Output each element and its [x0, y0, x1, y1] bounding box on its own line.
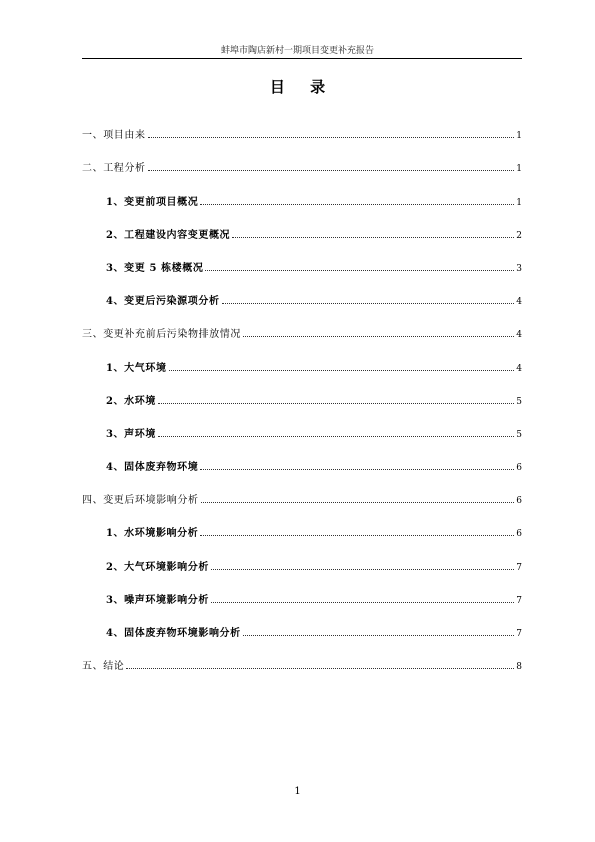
toc-entry-label: 1、大气环境	[106, 362, 167, 374]
toc-entry-page: 1	[516, 164, 522, 175]
toc-entry-page: 6	[516, 496, 522, 507]
running-header: 蚌埠市陶店新村一期项目变更补充报告	[220, 46, 374, 56]
toc-entry[interactable]	[82, 310, 522, 343]
toc-entry-label: 2、大气环境影响分析	[106, 561, 209, 573]
toc-entry-page: 2	[516, 230, 522, 241]
toc-entry-label: 4、固体废弃物环境	[106, 462, 199, 474]
dot-leader	[148, 137, 515, 138]
page-number: 1	[294, 786, 301, 797]
dot-leader	[243, 635, 515, 636]
toc-entry-label: 4、变更后污染源项分析	[106, 296, 220, 308]
toc-entry-page: 3	[516, 263, 522, 274]
dot-leader	[205, 270, 514, 271]
toc-entry-page: 4	[516, 330, 522, 341]
toc-entry-page: 6	[516, 463, 522, 474]
table-of-contents	[82, 111, 522, 675]
dot-leader	[201, 502, 515, 503]
toc-entry[interactable]	[82, 211, 522, 244]
dot-leader	[211, 569, 514, 570]
dot-leader	[200, 204, 514, 205]
dot-leader	[222, 303, 515, 304]
toc-entry[interactable]	[82, 111, 522, 144]
toc-entry[interactable]	[82, 410, 522, 443]
toc-entry-page: 5	[516, 429, 522, 440]
dot-leader	[243, 336, 514, 337]
toc-entry-label: 3、变更 5 栋楼概况	[106, 262, 204, 274]
toc-entry-page: 7	[516, 595, 522, 606]
toc-entry-label: 四、变更后环境影响分析	[82, 495, 199, 507]
toc-entry[interactable]	[82, 144, 522, 177]
toc-entry[interactable]	[82, 576, 522, 609]
toc-entry-label: 1、水环境影响分析	[106, 528, 199, 540]
toc-entry-page: 4	[516, 297, 522, 308]
dot-leader	[158, 436, 514, 437]
dot-leader	[200, 469, 514, 470]
dot-leader	[169, 370, 515, 371]
dot-leader	[158, 403, 514, 404]
toc-entry-page: 4	[516, 363, 522, 374]
dot-leader	[200, 535, 514, 536]
toc-entry[interactable]	[82, 443, 522, 476]
toc-entry[interactable]	[82, 609, 522, 642]
toc-entry-page: 5	[516, 396, 522, 407]
dot-leader	[148, 170, 515, 171]
toc-entry[interactable]	[82, 177, 522, 210]
toc-entry[interactable]	[82, 377, 522, 410]
toc-entry[interactable]	[82, 542, 522, 575]
toc-entry-page: 6	[516, 529, 522, 540]
toc-entry[interactable]	[82, 244, 522, 277]
toc-entry-page: 1	[516, 197, 522, 208]
toc-entry-label: 1、变更前项目概况	[106, 196, 199, 208]
toc-entry[interactable]	[82, 476, 522, 509]
toc-entry-label: 2、工程建设内容变更概况	[106, 229, 231, 241]
toc-entry[interactable]	[82, 277, 522, 310]
toc-entry-label: 3、声环境	[106, 428, 156, 440]
toc-entry-label: 五、结论	[82, 661, 125, 673]
dot-leader	[211, 602, 514, 603]
toc-entry-label: 二、工程分析	[82, 163, 146, 175]
dot-leader	[126, 668, 514, 669]
toc-entry[interactable]	[82, 509, 522, 542]
toc-entry-page: 8	[516, 662, 522, 673]
header-divider	[82, 58, 522, 59]
toc-entry-page: 7	[516, 629, 522, 639]
toc-entry-label: 3、噪声环境影响分析	[106, 594, 209, 606]
toc-entry-label: 三、变更补充前后污染物排放情况	[82, 329, 241, 341]
toc-entry[interactable]	[82, 642, 522, 675]
toc-entry-label: 2、水环境	[106, 395, 156, 407]
toc-entry-page: 7	[516, 562, 522, 573]
page-title: 目 录	[269, 78, 336, 96]
toc-entry-page: 1	[516, 131, 522, 142]
toc-entry-label: 4、固体废弃物环境影响分析	[106, 628, 241, 639]
toc-entry[interactable]	[82, 343, 522, 376]
dot-leader	[232, 237, 514, 238]
toc-entry-label: 一、项目由来	[82, 130, 146, 142]
